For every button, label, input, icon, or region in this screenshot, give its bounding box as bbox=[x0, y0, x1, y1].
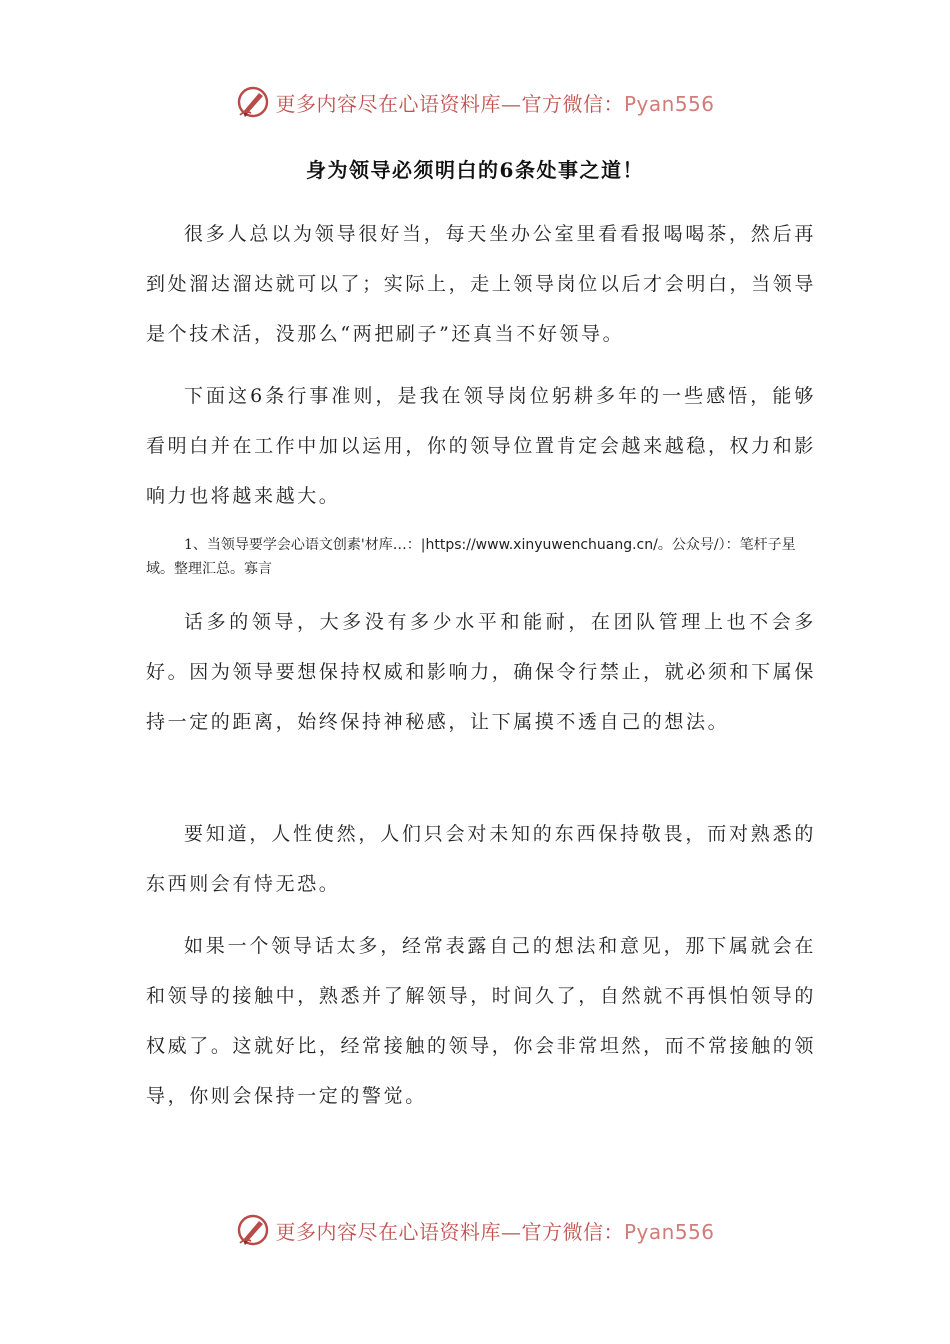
intro-paragraph-2: 下面这6条行事准则，是我在领导岗位躬耕多年的一些感悟，能够看明白并在工作中加以运用，你的领导位置肯定会越来越稳，权力和影响力也将越来越大。 bbox=[146, 385, 816, 507]
note-suffix: 。公众号/）：笔杆子星域。整理汇总。寡言 bbox=[146, 537, 796, 577]
wechat-id: Pyan556 bbox=[623, 91, 715, 116]
banner-text bbox=[275, 1216, 714, 1245]
page-title: 身为领导必须明白的6条处事之道！ bbox=[306, 158, 644, 182]
note-prefix: 1、当领导要学会心语文创素'材库…：| bbox=[184, 537, 426, 553]
body-paragraph-3: 如果一个领导话太多，经常表露自己的想法和意见，那下属就会在和领导的接触中，熟悉并了解领导，时间久了，自然就不再惧怕领导的权威了。这就好比，经常接触的领导，你会非常坦然，而不常接触的领导，你则会保持一定的警觉。 bbox=[146, 935, 816, 1107]
banner-text bbox=[275, 88, 714, 117]
banner-label: 更多内容尽在心语资料库—官方微信： bbox=[275, 91, 624, 116]
note-url: https://www.xinyuwenchuang.cn/ bbox=[425, 537, 658, 553]
body-paragraph-2: 要知道，人性使然，人们只会对未知的东西保持敬畏，而对熟悉的东西则会有恃无恐。 bbox=[146, 823, 816, 895]
section-heading-note bbox=[146, 533, 818, 581]
banner-label: 更多内容尽在心语资料库—官方微信： bbox=[275, 1219, 624, 1244]
intro-paragraph-1: 很多人总以为领导很好当，每天坐办公室里看看报喝喝茶，然后再到处溜达溜达就可以了；实际上，走上领导岗位以后才会明白，当领导是个技术活，没那么“两把刷子”还真当不好领导。 bbox=[146, 223, 816, 345]
header-banner bbox=[0, 82, 950, 122]
wechat-id: Pyan556 bbox=[623, 1219, 715, 1244]
footer-banner bbox=[0, 1210, 950, 1250]
body-paragraph-1: 话多的领导，大多没有多少水平和能耐，在团队管理上也不会多好。因为领导要想保持权威和影响力，确保令行禁止，就必须和下属保持一定的距离，始终保持神秘感，让下属摸不透自己的想法。 bbox=[146, 611, 816, 733]
pen-in-circle-icon bbox=[235, 84, 271, 120]
pen-in-circle-icon bbox=[235, 1212, 271, 1248]
